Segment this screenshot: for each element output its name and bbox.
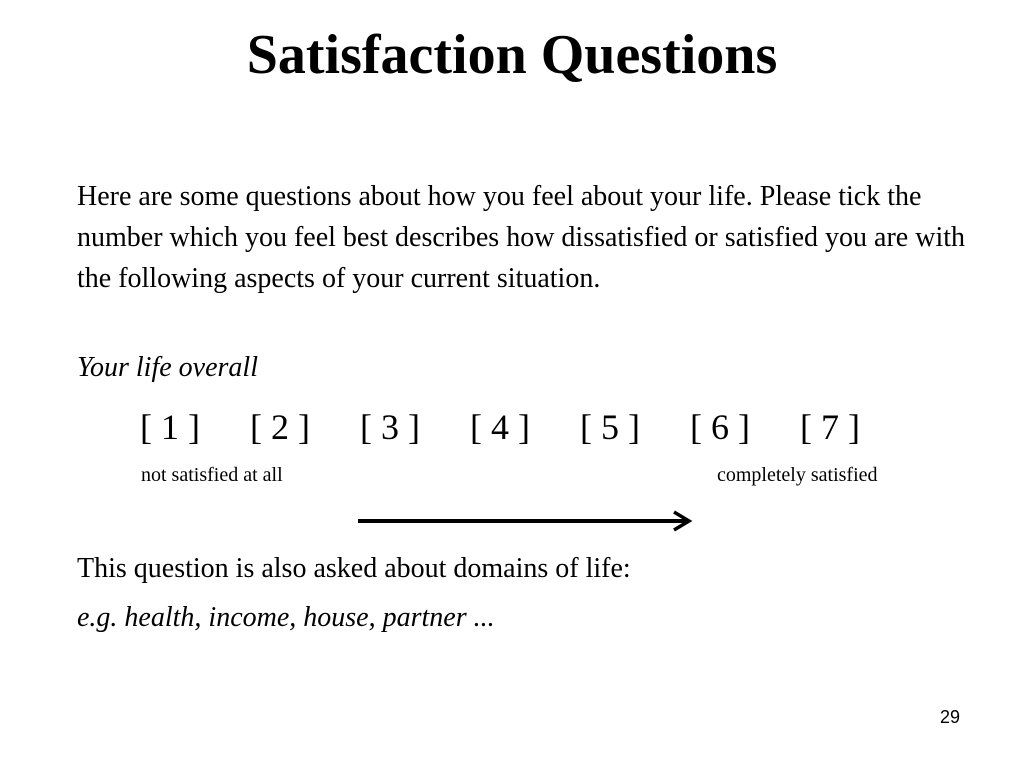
scale-high-anchor: completely satisfied [717,464,878,486]
page-number: 29 [940,707,961,727]
domain-examples: e.g. health, income, house, partner ... [77,602,495,633]
slide-title: Satisfaction Questions [246,24,778,86]
scale-option-6: [ 6 ] [690,407,750,447]
question-label: Your life overall [77,352,258,383]
scale-option-4: [ 4 ] [470,407,530,447]
scale-option-2: [ 2 ] [250,407,310,447]
followup-text: This question is also asked about domains of life: [77,553,631,584]
scale-option-5: [ 5 ] [580,407,640,447]
scale-option-7: [ 7 ] [800,407,860,447]
scale-option-3: [ 3 ] [360,407,420,447]
intro-paragraph: Here are some questions about how you feel about your life. Please tick the number which you feel best describes how dissatisfied or satisfied you are with the following aspects of your current situation. [77,181,966,294]
right-arrow-icon [356,509,696,533]
rating-scale [140,403,910,451]
scale-option-1: [ 1 ] [140,407,200,447]
scale-low-anchor: not satisfied at all [141,464,283,486]
